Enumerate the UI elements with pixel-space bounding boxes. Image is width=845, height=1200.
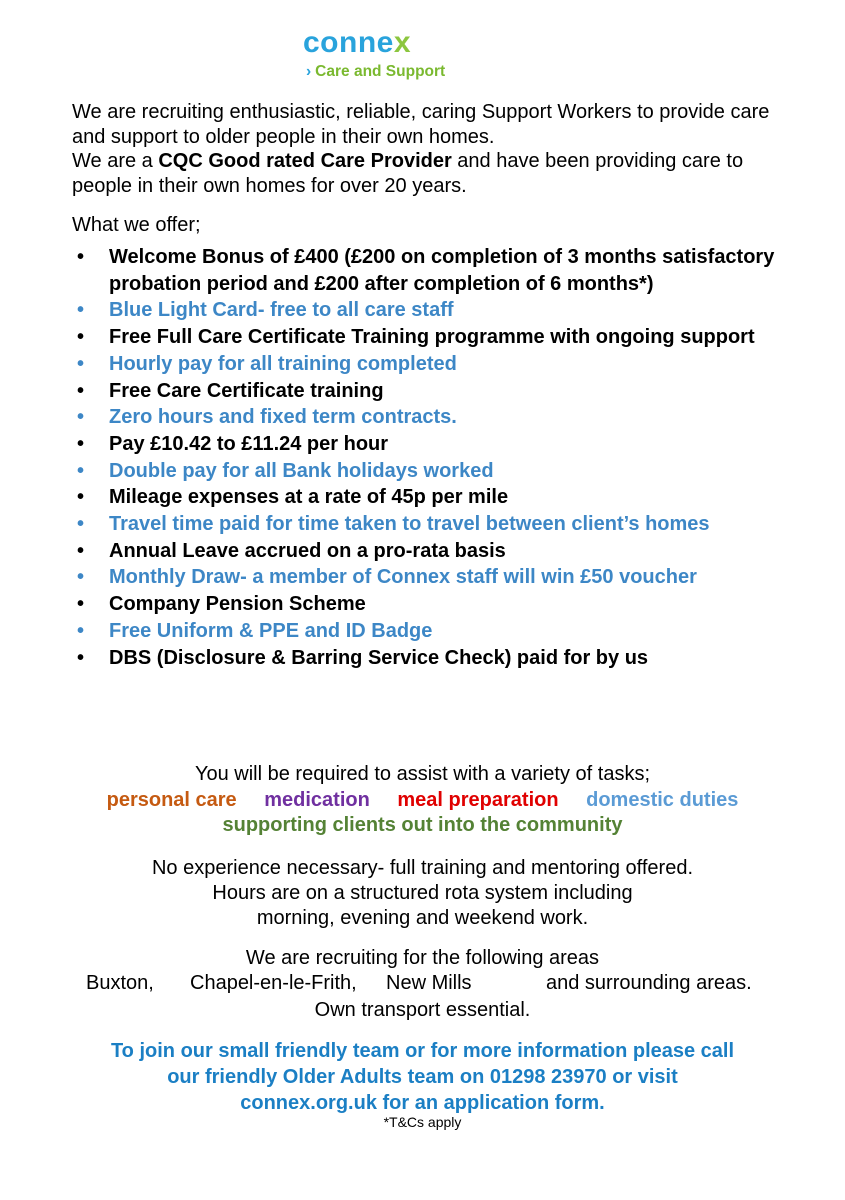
task-medication: medication [264,789,370,811]
offer-item: • DBS (Disclosure & Barring Service Check) paid for by us [72,645,792,672]
experience-text [0,856,845,931]
offer-item: • Blue Light Card- free to all care staff [72,297,792,324]
area-chapel-en-le-frith: Chapel-en-le-Frith, [190,972,357,994]
area-surrounding: and surrounding areas. [546,972,752,994]
offer-item: • Welcome Bonus of £400 (£200 on completion of 3 months satisfactory probation period and £200 after completion of 6 months*) [72,244,792,297]
offer-item: • Free Uniform & PPE and ID Badge [72,618,792,645]
area-new-mills: New Mills [386,972,472,994]
offer-item: • Free Full Care Certificate Training programme with ongoing support [72,324,792,351]
offer-item: • Company Pension Scheme [72,591,792,618]
logo-wordmark: connex [303,26,412,59]
offer-item: • Zero hours and fixed term contracts. [72,404,792,431]
intro-text [72,100,792,198]
offer-item: • Pay £10.42 to £11.24 per hour [72,431,792,458]
offer-item: • Mileage expenses at a rate of 45p per mile [72,484,792,511]
offer-item: • Travel time paid for time taken to travel between client’s homes [72,511,792,538]
offer-item: • Double pay for all Bank holidays worked [72,458,792,485]
experience-line-3: morning, evening and weekend work. [256,907,589,929]
offer-item: • Free Care Certificate training [72,378,792,405]
offer-item: • Hourly pay for all training completed [72,351,792,378]
task-community-support: supporting clients out into the community [222,814,623,836]
offer-item: • Monthly Draw- a member of Connex staff will win £50 voucher [72,564,792,591]
chevron-right-icon: › [306,63,312,80]
tasks-intro: You will be required to assist with a variety of tasks; [194,763,651,785]
cta-line-2: our friendly Older Adults team on 01298 23970 or visit [167,1066,678,1088]
experience-line-2: Hours are on a structured rota system including [212,882,633,904]
offers-list [72,244,792,671]
tasks-list [0,788,845,838]
logo-tagline: › Care and Support [306,63,446,80]
offer-heading: What we offer; [72,214,201,236]
connex-logo [303,28,445,81]
areas-heading: We are recruiting for the following areas [245,947,600,969]
terms-note: *T&Cs apply [383,1114,462,1130]
call-to-action [0,1038,845,1116]
cqc-rating: CQC Good rated Care Provider [158,150,452,172]
experience-line-1: No experience necessary- full training and mentoring offered. [151,857,694,879]
transport-requirement: Own transport essential. [314,999,531,1021]
intro-line-1: We are recruiting enthusiastic, reliable, caring Support Workers to provide care and support to older people in their own homes. [72,101,770,148]
task-meal-preparation: meal preparation [397,789,559,811]
cta-line-3: connex.org.uk for an application form. [240,1092,605,1114]
offer-item: • Annual Leave accrued on a pro-rata basis [72,538,792,565]
task-personal-care: personal care [106,789,237,811]
area-buxton: Buxton, [86,972,154,994]
intro-line-2: We are a CQC Good rated Care Provider and have been providing care to people in their own homes for over 20 years. [72,150,744,197]
task-domestic-duties: domestic duties [586,789,739,811]
cta-line-1: To join our small friendly team or for more information please call [110,1040,735,1062]
